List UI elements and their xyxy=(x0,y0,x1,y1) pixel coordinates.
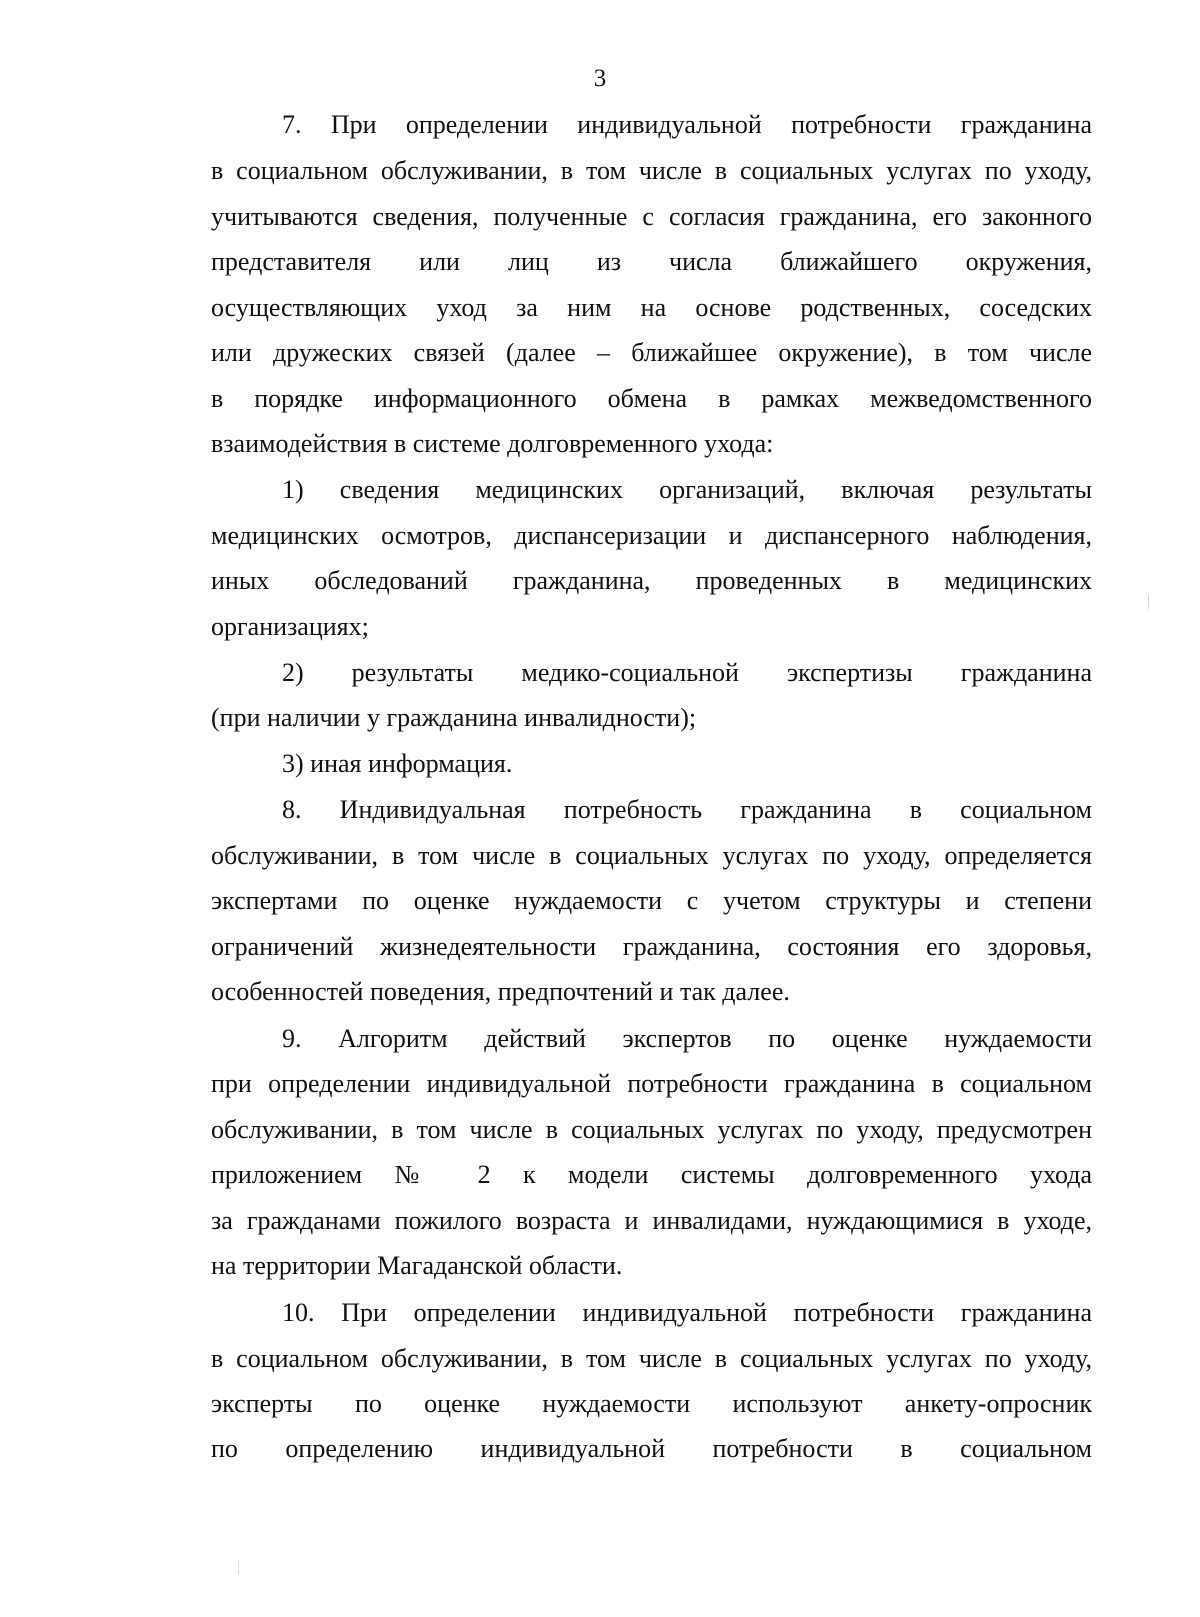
paragraph-line: учитываются сведения, полученные с согласия гражданина, его законного xyxy=(211,202,1092,231)
paragraph-line: обслуживании, в том числе в социальных услугах по уходу, предусмотрен xyxy=(211,1115,1092,1144)
paragraph-line: обслуживании, в том числе в социальных услугах по уходу, определяется xyxy=(211,841,1092,870)
list-item-line: 2) результаты медико-социальной экспертизы гражданина xyxy=(282,658,1092,687)
paragraph-line: особенностей поведения, предпочтений и так далее. xyxy=(211,977,790,1006)
paragraph-line: 9. Алгоритм действий экспертов по оценке нуждаемости xyxy=(282,1024,1092,1053)
paragraph-line: в порядке информационного обмена в рамках межведомственного xyxy=(211,384,1092,413)
paragraph-line: 7. При определении индивидуальной потребности гражданина xyxy=(282,110,1092,139)
paragraph-line: в социальном обслуживании, в том числе в социальных услугах по уходу, xyxy=(211,1344,1092,1373)
paragraph-line: за гражданами пожилого возраста и инвалидами, нуждающимися в уходе, xyxy=(211,1206,1092,1235)
list-item-line: 3) иная информация. xyxy=(282,749,513,778)
paragraph-line: взаимодействия в системе долговременного ухода: xyxy=(211,429,774,458)
scan-artifact xyxy=(238,1560,239,1574)
paragraph-line: экспертами по оценке нуждаемости с учетом структуры и степени xyxy=(211,886,1092,915)
list-item-line: медицинских осмотров, диспансеризации и диспансерного наблюдения, xyxy=(211,521,1092,550)
paragraph-line: по определению индивидуальной потребности в социальном xyxy=(211,1434,1092,1463)
paragraph-line: ограничений жизнедеятельности гражданина, состояния его здоровья, xyxy=(211,932,1092,961)
scan-artifact xyxy=(1148,595,1149,609)
paragraph-line: в социальном обслуживании, в том числе в социальных услугах по уходу, xyxy=(211,156,1092,185)
paragraph-line: осуществляющих уход за ним на основе родственных, соседских xyxy=(211,293,1092,322)
paragraph-line: 10. При определении индивидуальной потребности гражданина xyxy=(282,1298,1092,1327)
paragraph-line: на территории Магаданской области. xyxy=(211,1251,623,1280)
list-item-line: организациях; xyxy=(211,612,369,641)
list-item-line: иных обследований гражданина, проведенных в медицинских xyxy=(211,566,1092,595)
paragraph-line: 8. Индивидуальная потребность гражданина в социальном xyxy=(282,795,1092,824)
list-item-line: (при наличии у гражданина инвалидности); xyxy=(211,703,697,732)
page-number: 3 xyxy=(593,65,607,92)
paragraph-line: эксперты по оценке нуждаемости используют анкету-опросник xyxy=(211,1389,1092,1418)
paragraph-line: при определении индивидуальной потребности гражданина в социальном xyxy=(211,1069,1092,1098)
paragraph-line: представителя или лиц из числа ближайшего окружения, xyxy=(211,247,1092,276)
list-item-line: 1) сведения медицинских организаций, включая результаты xyxy=(282,475,1092,504)
paragraph-line: или дружеских связей (далее – ближайшее окружение), в том числе xyxy=(211,338,1092,367)
paragraph-line: приложением № 2 к модели системы долговременного ухода xyxy=(211,1160,1092,1189)
